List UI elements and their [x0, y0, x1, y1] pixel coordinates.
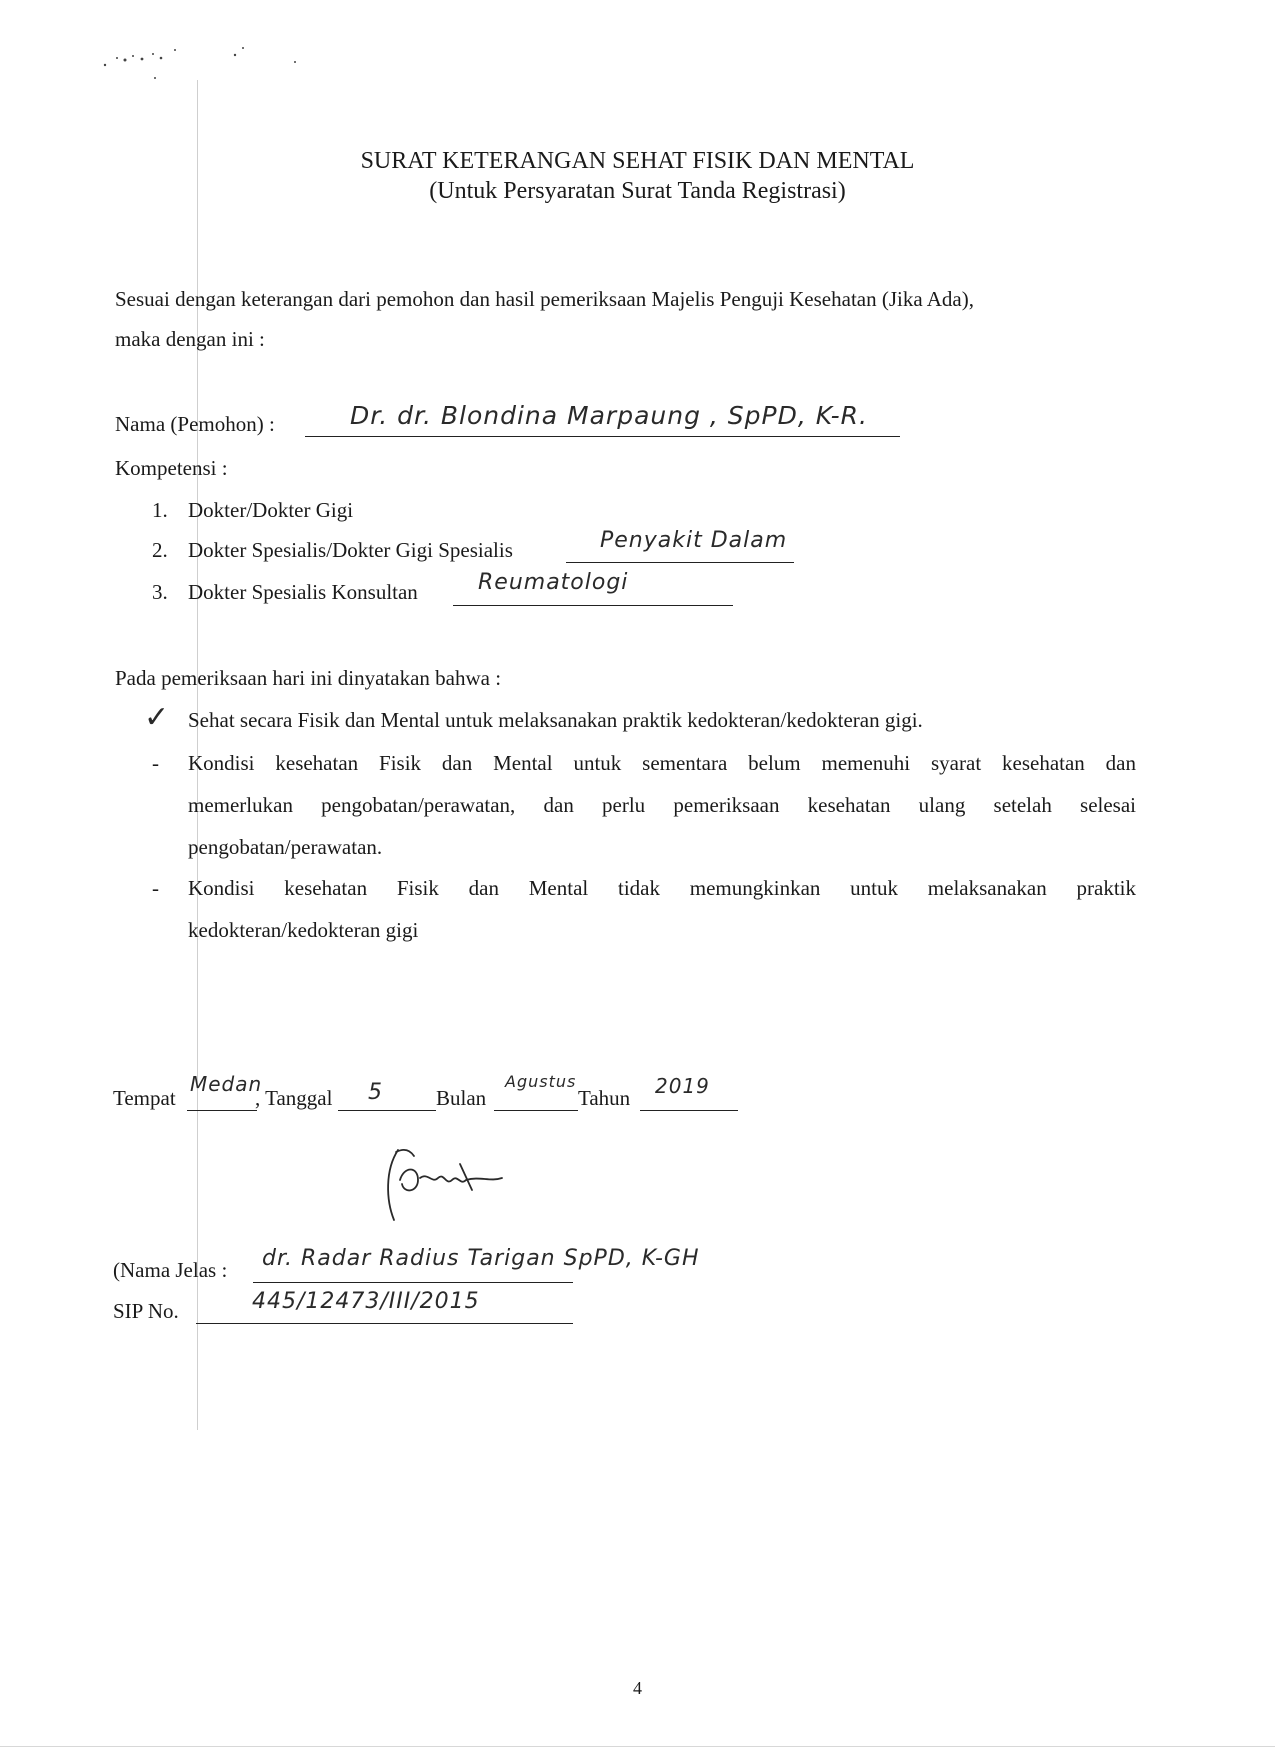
sip-handwritten: 445/12473/III/2015 — [252, 1289, 480, 1314]
nama-pemohon-handwritten: Dr. dr. Blondina Marpaung , SpPD, K-R. — [350, 401, 868, 430]
bulan-handwritten: Agustus — [505, 1072, 577, 1091]
tanggal-label: , Tanggal — [255, 1086, 333, 1110]
bulan-label: Bulan — [436, 1086, 487, 1110]
page-number: 4 — [633, 1678, 642, 1698]
document-title: SURAT KETERANGAN SEHAT FISIK DAN MENTAL — [360, 148, 915, 174]
kompetensi-item-2-handwritten: Penyakit Dalam — [600, 528, 788, 553]
intro-text-line-1: Sesuai dengan keterangan dari pemohon dan hasil pemeriksaan Majelis Penguji Kesehatan (Jika Ada), — [115, 287, 974, 311]
tahun-underline — [640, 1110, 738, 1111]
statement-3-dash: - — [152, 876, 159, 900]
kompetensi-item-3-label: Dokter Spesialis Konsultan — [188, 580, 418, 604]
kompetensi-item-3-number: 3. — [152, 580, 168, 604]
tanggal-underline — [338, 1110, 436, 1111]
kompetensi-item-1-number: 1. — [152, 498, 168, 522]
nama-jelas-underline — [253, 1282, 573, 1283]
kompetensi-label: Kompetensi : — [115, 456, 228, 480]
sip-underline — [196, 1323, 573, 1324]
checkmark-icon: ✓ — [144, 700, 171, 735]
kompetensi-item-2-number: 2. — [152, 538, 168, 562]
kompetensi-item-2-label: Dokter Spesialis/Dokter Gigi Spesialis — [188, 538, 513, 562]
nama-jelas-handwritten: dr. Radar Radius Tarigan SpPD, K-GH — [262, 1246, 700, 1271]
intro-text-line-2: maka dengan ini : — [115, 327, 265, 351]
statement-1: Sehat secara Fisik dan Mental untuk melaksanakan praktik kedokteran/kedokteran gigi. — [188, 708, 923, 732]
tahun-label: Tahun — [578, 1086, 631, 1110]
pemeriksaan-intro: Pada pemeriksaan hari ini dinyatakan bahwa : — [115, 666, 502, 690]
scan-speckles — [95, 40, 325, 90]
tanggal-handwritten: 5 — [368, 1080, 383, 1105]
statement-3-line-2: kedokteran/kedokteran gigi — [188, 918, 419, 942]
statement-2-line-1: Kondisi kesehatan Fisik dan Mental untuk sementara belum memenuhi syarat kesehatan dan — [188, 751, 1136, 775]
bulan-underline — [494, 1110, 578, 1111]
statement-3-line-1: Kondisi kesehatan Fisik dan Mental tidak memungkinkan untuk melaksanakan praktik — [188, 876, 1136, 900]
scan-bottom-edge — [0, 1746, 1275, 1747]
nama-pemohon-underline — [305, 436, 900, 437]
tempat-underline — [187, 1110, 257, 1111]
tahun-handwritten: 2019 — [655, 1074, 710, 1098]
kompetensi-item-3-handwritten: Reumatologi — [478, 570, 629, 595]
statement-2-dash: - — [152, 751, 159, 775]
signature — [380, 1140, 520, 1235]
statement-2-line-2: memerlukan pengobatan/perawatan, dan perlu pemeriksaan kesehatan ulang setelah selesai — [188, 793, 1136, 817]
tempat-handwritten: Medan — [190, 1072, 263, 1096]
nama-jelas-label: (Nama Jelas : — [113, 1258, 228, 1282]
document-subtitle: (Untuk Persyaratan Surat Tanda Registrasi) — [429, 178, 846, 204]
nama-pemohon-label: Nama (Pemohon) : — [115, 412, 275, 436]
sip-label: SIP No. — [113, 1299, 179, 1323]
kompetensi-item-2-underline — [566, 562, 794, 563]
kompetensi-item-3-underline — [453, 605, 733, 606]
kompetensi-item-1-label: Dokter/Dokter Gigi — [188, 498, 354, 522]
statement-2-line-3: pengobatan/perawatan. — [188, 835, 383, 859]
tempat-label: Tempat — [113, 1086, 176, 1110]
